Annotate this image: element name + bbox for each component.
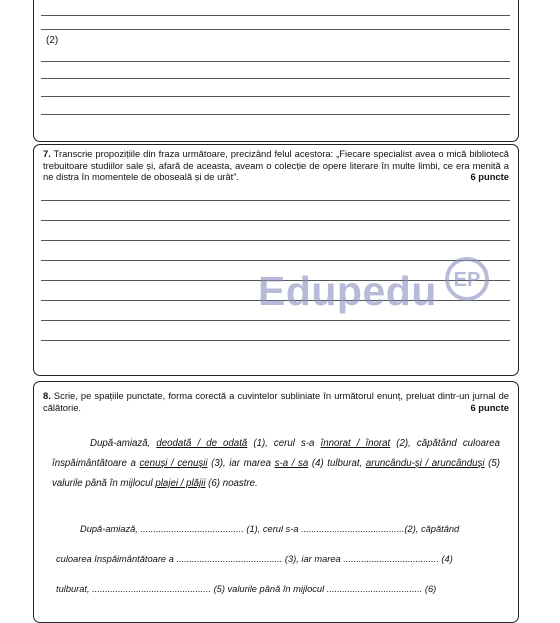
answer-line [41,15,510,16]
question-prompt: Scrie, pe spațiile punctate, forma corectă a cuvintelor subliniate în următorul enunț, preluat dintr-un jurnal de călătorie. [43,390,509,413]
watermark-text: Edupedu [258,268,437,314]
underlined-option: s-a / sa [274,458,309,469]
question-8-box [33,381,519,623]
underlined-option: deodată / de odată [156,438,248,449]
question-prompt: Transcrie propozițiile din fraza următoare, precizând felul acestora: „Fiecare specialist avea o mică bibliotecă trebuitoare studiilor sale și, afară de aceasta, aveam o colecție de opere literare în multe limbi, ce era menită a ne distra în momentele de oboseală și de urât”. [43,148,509,183]
question-7-text [43,148,509,183]
answer-line [41,96,510,97]
fill-in-line-2[interactable]: culoarea înspăimântătoare a ......................................... (3), iar marea ..................................... (4) [56,554,453,564]
question-number: 8. [43,390,51,401]
answer-line [41,260,510,261]
fill-in-line-3[interactable]: tulburat, .............................................. (5) valurile până în mijlocul ..................................... (6) [56,584,437,594]
answer-line [41,61,510,62]
answer-line [41,240,510,241]
underlined-option: plajei / plăjii [155,478,206,489]
underlined-option: înnorat / înorat [320,438,391,449]
answer-line [41,220,510,221]
fill-in-line-1[interactable]: După-amiază, ........................................ (1), cerul s-a ........................................(2), căpătând [80,524,460,534]
answer-line [41,280,510,281]
underlined-option: aruncându-și / aruncânduși [365,458,485,469]
answer-line [41,300,510,301]
answer-line [41,320,510,321]
underlined-option: cenuși / cenușii [139,458,208,469]
badge-letters: EP [453,269,481,291]
question-number: 7. [43,148,51,159]
points-label: 6 puncte [470,401,509,413]
answer-line [41,29,510,30]
question-8-text [43,390,509,413]
points-label: 6 puncte [470,171,509,183]
question-7-box [33,144,519,376]
answer-line [41,200,510,201]
answer-line [41,78,510,79]
question-6-box [33,0,519,142]
answer-line [41,340,510,341]
source-passage: După-amiază, deodată / de odată (1), cerul s-a înnorat / înorat (2), căpătând culoarea înspăimântătoare a cenuși / cenușii (3), iar marea s-a / sa (4) tulburat, aruncându-și / aruncânduși (5) valurile până în mijlocul plajei / plăjii (6) noastre. [52,438,500,489]
item-number: (2) [46,35,59,46]
answer-line [41,114,510,115]
